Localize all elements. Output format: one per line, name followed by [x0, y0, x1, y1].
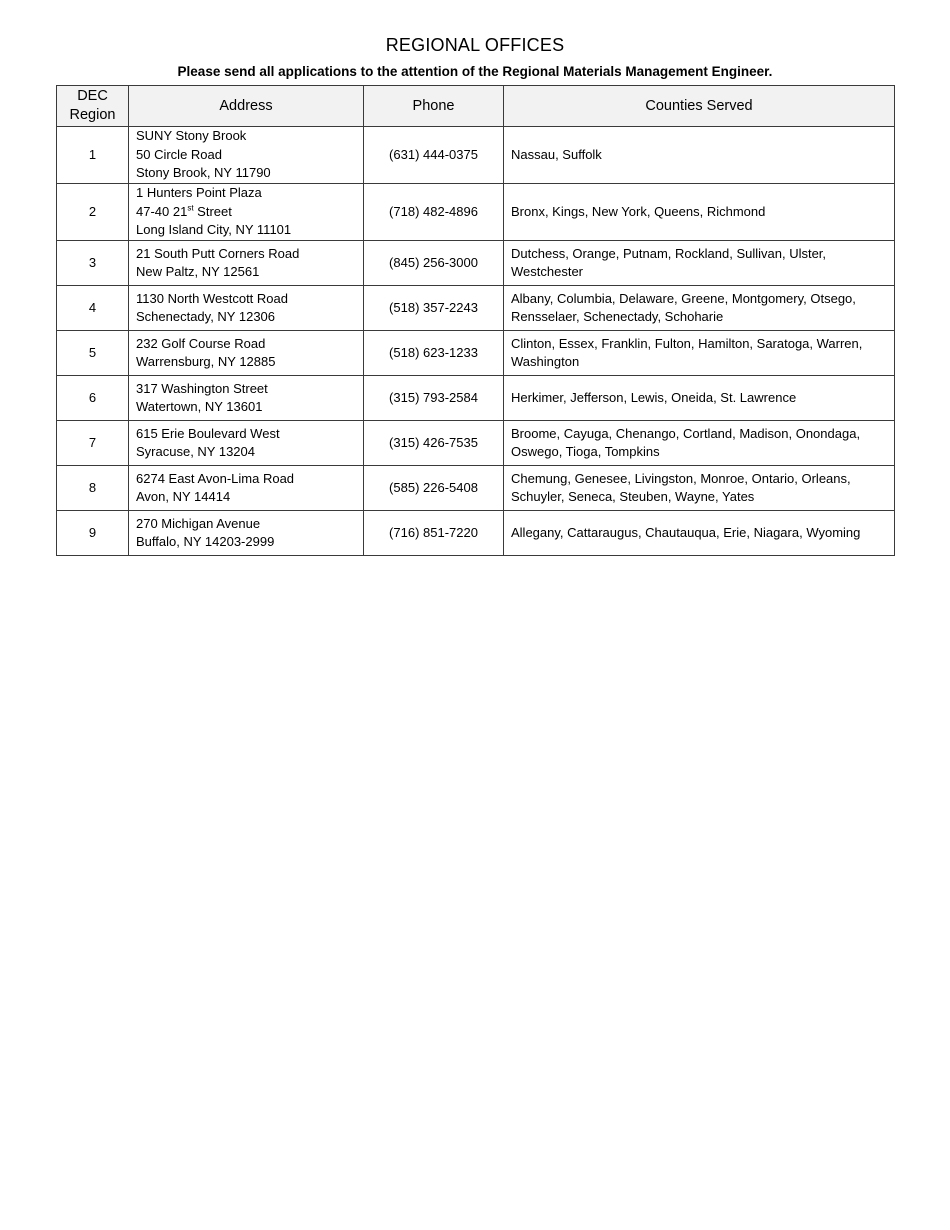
phone-cell: (315) 793-2584: [364, 376, 504, 421]
address-cell: 6274 East Avon-Lima Road Avon, NY 14414: [129, 466, 364, 511]
table-row: [57, 184, 895, 241]
table-row: [57, 466, 895, 511]
table-row: [57, 511, 895, 556]
phone-cell: (518) 357-2243: [364, 286, 504, 331]
region-cell: 1: [57, 127, 129, 184]
table-row: [57, 127, 895, 184]
phone-cell: (315) 426-7535: [364, 421, 504, 466]
address-cell: 1130 North Westcott Road Schenectady, NY 12306: [129, 286, 364, 331]
counties-cell: Nassau, Suffolk: [504, 127, 895, 184]
region-cell: 4: [57, 286, 129, 331]
phone-cell: (585) 226-5408: [364, 466, 504, 511]
region-cell: 7: [57, 421, 129, 466]
table-row: [57, 331, 895, 376]
counties-cell: Allegany, Cattaraugus, Chautauqua, Erie, Niagara, Wyoming: [504, 511, 895, 556]
table-row: [57, 376, 895, 421]
page-title: REGIONAL OFFICES: [385, 35, 565, 55]
region-cell: 8: [57, 466, 129, 511]
phone-cell: (716) 851-7220: [364, 511, 504, 556]
counties-cell: Albany, Columbia, Delaware, Greene, Montgomery, Otsego, Rensselaer, Schenectady, Schoharie: [504, 286, 895, 331]
address-cell: SUNY Stony Brook 50 Circle Road Stony Brook, NY 11790: [129, 127, 364, 184]
header-counties-served: Counties Served: [504, 86, 895, 127]
address-cell: 270 Michigan Avenue Buffalo, NY 14203-2999: [129, 511, 364, 556]
header-phone: Phone: [364, 86, 504, 127]
regional-offices-table: [56, 85, 895, 556]
address-cell: 1 Hunters Point Plaza 47-40 21st Street Long Island City, NY 11101: [129, 184, 364, 241]
address-cell: 232 Golf Course Road Warrensburg, NY 12885: [129, 331, 364, 376]
phone-cell: (718) 482-4896: [364, 184, 504, 241]
address-cell: 317 Washington Street Watertown, NY 13601: [129, 376, 364, 421]
counties-cell: Dutchess, Orange, Putnam, Rockland, Sullivan, Ulster, Westchester: [504, 241, 895, 286]
counties-cell: Broome, Cayuga, Chenango, Cortland, Madison, Onondaga, Oswego, Tioga, Tompkins: [504, 421, 895, 466]
region-cell: 3: [57, 241, 129, 286]
table-header-row: [57, 86, 895, 127]
counties-cell: Herkimer, Jefferson, Lewis, Oneida, St. Lawrence: [504, 376, 895, 421]
phone-cell: (631) 444-0375: [364, 127, 504, 184]
region-cell: 6: [57, 376, 129, 421]
page-subtitle: Please send all applications to the attention of the Regional Materials Management Engineer.: [177, 64, 773, 79]
header-address: Address: [129, 86, 364, 127]
counties-cell: Clinton, Essex, Franklin, Fulton, Hamilton, Saratoga, Warren, Washington: [504, 331, 895, 376]
phone-cell: (518) 623-1233: [364, 331, 504, 376]
table-row: [57, 241, 895, 286]
address-cell: 21 South Putt Corners Road New Paltz, NY 12561: [129, 241, 364, 286]
counties-cell: Chemung, Genesee, Livingston, Monroe, Ontario, Orleans, Schuyler, Seneca, Steuben, Wayne, Yates: [504, 466, 895, 511]
address-cell: 615 Erie Boulevard West Syracuse, NY 13204: [129, 421, 364, 466]
table-row: [57, 421, 895, 466]
table-row: [57, 286, 895, 331]
region-cell: 5: [57, 331, 129, 376]
header-dec-region: DEC Region: [57, 86, 129, 127]
region-cell: 9: [57, 511, 129, 556]
phone-cell: (845) 256-3000: [364, 241, 504, 286]
counties-cell: Bronx, Kings, New York, Queens, Richmond: [504, 184, 895, 241]
region-cell: 2: [57, 184, 129, 241]
